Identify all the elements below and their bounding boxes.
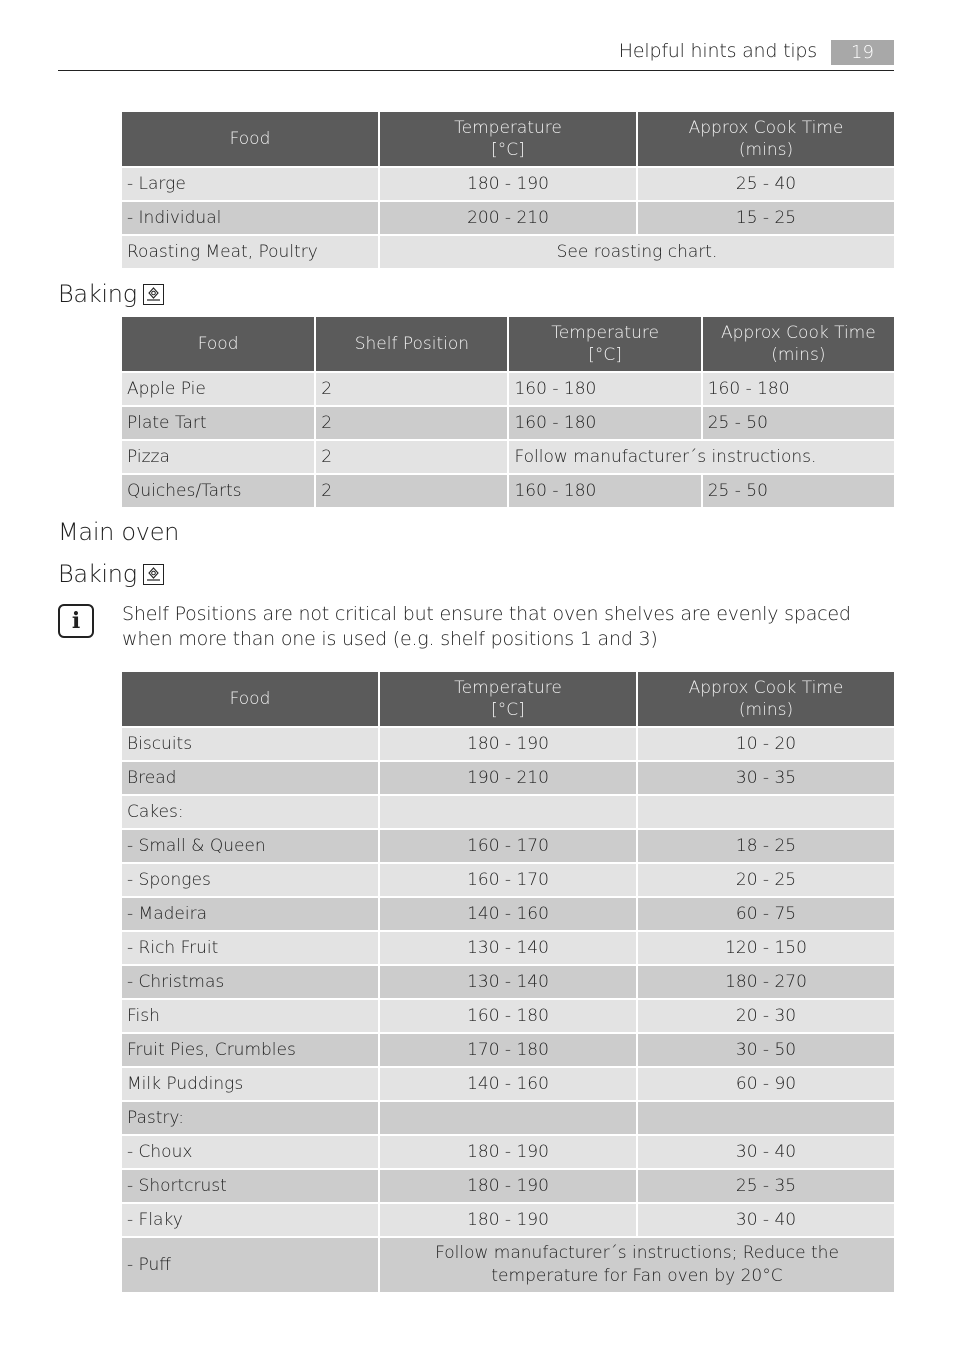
temp-cell: 180 - 190 [380, 1136, 636, 1168]
food-cell: - Small & Queen [122, 830, 378, 862]
table-row [122, 475, 894, 507]
time-cell: 20 - 25 [638, 864, 894, 896]
food-cell: Pizza [122, 441, 314, 473]
food-cell: - Flaky [122, 1204, 378, 1236]
table-row [122, 1238, 894, 1292]
food-cell: Pastry: [122, 1102, 378, 1134]
time-cell: 18 - 25 [638, 830, 894, 862]
table-main-oven-baking [120, 670, 896, 1294]
food-cell: Apple Pie [122, 373, 314, 405]
temp-cell: 140 - 160 [380, 1068, 636, 1100]
food-cell: - Madeira [122, 898, 378, 930]
temp-cell: 160 - 180 [509, 407, 700, 439]
table-row [122, 864, 894, 896]
food-cell: - Rich Fruit [122, 932, 378, 964]
temp-cell: 180 - 190 [380, 728, 636, 760]
table-row [122, 1068, 894, 1100]
table-row [122, 728, 894, 760]
time-cell: 25 - 50 [703, 407, 894, 439]
table-row [122, 1034, 894, 1066]
table-row [122, 1204, 894, 1236]
temp-cell: 160 - 180 [380, 1000, 636, 1032]
food-cell: - Christmas [122, 966, 378, 998]
column-header: Approx Cook Time (mins) [703, 317, 894, 371]
table-row [122, 202, 894, 234]
column-header: Approx Cook Time (mins) [638, 112, 894, 166]
page-number: 19 [831, 40, 894, 65]
note-cell: Follow manufacturer´s instructions. [509, 441, 894, 473]
section-title-baking-2-label: Baking [58, 560, 137, 588]
food-cell: Quiches/Tarts [122, 475, 314, 507]
time-cell [638, 796, 894, 828]
baking-icon [143, 564, 164, 585]
note-cell: Follow manufacturer´s instructions; Reduce the temperature for Fan oven by 20°C [380, 1238, 894, 1292]
food-cell: - Shortcrust [122, 1170, 378, 1202]
table-row [122, 168, 894, 200]
table-row [122, 407, 894, 439]
table-row [122, 1000, 894, 1032]
table-baking-1 [120, 315, 896, 509]
time-cell: 20 - 30 [638, 1000, 894, 1032]
food-cell: Roasting Meat, Poultry [122, 236, 378, 268]
table-row [122, 236, 894, 268]
food-cell: - Puff [122, 1238, 378, 1292]
food-cell: - Sponges [122, 864, 378, 896]
table-top [120, 110, 896, 270]
table-row [122, 1102, 894, 1134]
temp-cell: 160 - 180 [509, 373, 700, 405]
table-row [122, 1170, 894, 1202]
food-cell: - Choux [122, 1136, 378, 1168]
time-cell: 30 - 50 [638, 1034, 894, 1066]
column-header: Food [122, 317, 314, 371]
table-row [122, 796, 894, 828]
table-row [122, 932, 894, 964]
temp-cell [380, 796, 636, 828]
time-cell: 25 - 50 [703, 475, 894, 507]
food-cell: Milk Puddings [122, 1068, 378, 1100]
section-title-baking-1 [58, 280, 164, 308]
food-cell: - Individual [122, 202, 378, 234]
time-cell: 60 - 90 [638, 1068, 894, 1100]
info-note-text: Shelf Positions are not critical but ensure that oven shelves are evenly spaced when more than one is used (e.g. shelf positions 1 and 3) [122, 603, 851, 650]
time-cell: 15 - 25 [638, 202, 894, 234]
column-header: Temperature [°C] [380, 112, 636, 166]
column-header: Shelf Position [316, 317, 507, 371]
time-cell: 120 - 150 [638, 932, 894, 964]
temp-cell: 200 - 210 [380, 202, 636, 234]
time-cell: 180 - 270 [638, 966, 894, 998]
food-cell: Fish [122, 1000, 378, 1032]
table-row [122, 373, 894, 405]
temp-cell: 180 - 190 [380, 168, 636, 200]
time-cell [638, 1102, 894, 1134]
temp-cell: 170 - 180 [380, 1034, 636, 1066]
table-row [122, 830, 894, 862]
time-cell: 10 - 20 [638, 728, 894, 760]
temp-cell: 180 - 190 [380, 1170, 636, 1202]
temp-cell: 160 - 170 [380, 864, 636, 896]
info-icon: i [58, 604, 94, 638]
section-title-baking-2 [58, 560, 164, 588]
time-cell: 30 - 35 [638, 762, 894, 794]
temp-cell: 130 - 140 [380, 932, 636, 964]
column-header: Approx Cook Time (mins) [638, 672, 894, 726]
section-title-baking-1-label: Baking [58, 280, 137, 308]
page-header-title: Helpful hints and tips [618, 40, 817, 62]
food-cell: - Large [122, 168, 378, 200]
food-cell: Cakes: [122, 796, 378, 828]
column-header: Temperature [°C] [380, 672, 636, 726]
table-row [122, 966, 894, 998]
column-header: Food [122, 672, 378, 726]
section-title-main-oven: Main oven [58, 518, 180, 546]
food-cell: Plate Tart [122, 407, 314, 439]
food-cell: Bread [122, 762, 378, 794]
temp-cell: 160 - 180 [509, 475, 700, 507]
note-cell: See roasting chart. [380, 236, 894, 268]
time-cell: 60 - 75 [638, 898, 894, 930]
shelf-cell: 2 [316, 407, 507, 439]
column-header: Temperature [°C] [509, 317, 700, 371]
time-cell: 25 - 35 [638, 1170, 894, 1202]
table-row [122, 762, 894, 794]
shelf-cell: 2 [316, 475, 507, 507]
temp-cell: 160 - 170 [380, 830, 636, 862]
shelf-cell: 2 [316, 373, 507, 405]
shelf-cell: 2 [316, 441, 507, 473]
temp-cell: 140 - 160 [380, 898, 636, 930]
column-header: Food [122, 112, 378, 166]
temp-cell [380, 1102, 636, 1134]
time-cell: 30 - 40 [638, 1204, 894, 1236]
table-row [122, 898, 894, 930]
temp-cell: 190 - 210 [380, 762, 636, 794]
table-row [122, 1136, 894, 1168]
baking-icon [143, 284, 164, 305]
time-cell: 160 - 180 [703, 373, 894, 405]
food-cell: Fruit Pies, Crumbles [122, 1034, 378, 1066]
time-cell: 30 - 40 [638, 1136, 894, 1168]
food-cell: Biscuits [122, 728, 378, 760]
time-cell: 25 - 40 [638, 168, 894, 200]
temp-cell: 130 - 140 [380, 966, 636, 998]
header-divider [58, 70, 894, 71]
table-row [122, 441, 894, 473]
temp-cell: 180 - 190 [380, 1204, 636, 1236]
